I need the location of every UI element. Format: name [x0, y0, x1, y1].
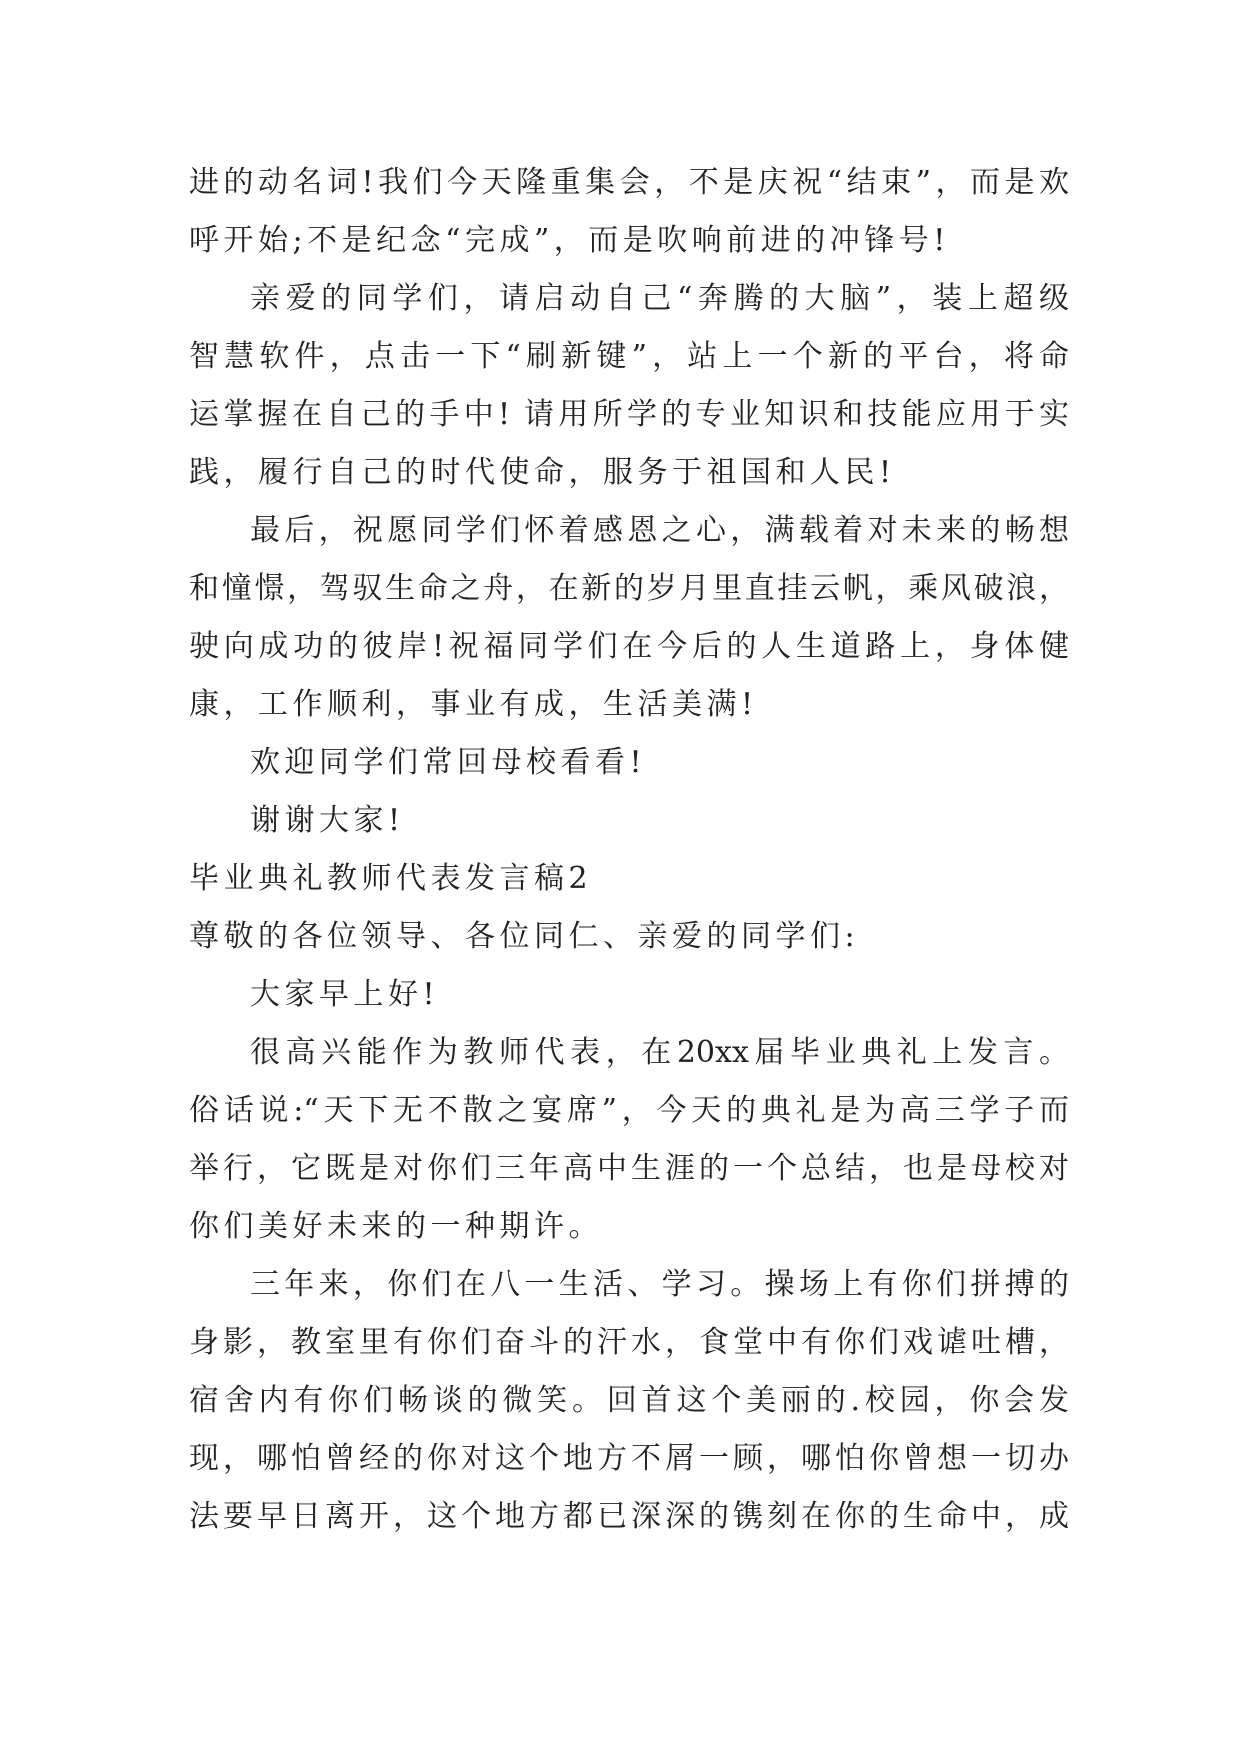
text-line: 最后，祝愿同学们怀着感恩之心，满载着对未来的畅想 [250, 513, 1069, 548]
salutation: 尊敬的各位领导、各位同仁、亲爱的同学们: [189, 919, 860, 954]
text-line: 欢迎同学们常回母校看看! [250, 745, 647, 780]
text-line: 你们美好未来的一种期许。 [189, 1209, 603, 1244]
text-line: 呼开始;不是纪念“完成”，而是吹响前进的冲锋号! [189, 223, 950, 258]
text-line: 俗话说:“天下无不散之宴席”，今天的典礼是为高三学子而 [189, 1093, 1069, 1128]
text-line: 宿舍内有你们畅谈的微笑。回首这个美丽的.校园，你会发 [189, 1383, 1069, 1418]
text-line: 和憧憬，驾驭生命之舟，在新的岁月里直挂云帆，乘风破浪， [189, 571, 1069, 606]
text-line: 法要早日离开，这个地方都已深深的镌刻在你的生命中，成 [189, 1499, 1069, 1534]
text-line: 很高兴能作为教师代表，在20xx届毕业典礼上发言。 [250, 1035, 1069, 1070]
text-line: 举行，它既是对你们三年高中生涯的一个总结，也是母校对 [189, 1151, 1069, 1186]
text-line: 现，哪怕曾经的你对这个地方不屑一顾，哪怕你曾想一切办 [189, 1441, 1069, 1476]
text-line: 康，工作顺利，事业有成，生活美满! [189, 687, 758, 722]
text-line: 运掌握在自己的手中! 请用所学的专业知识和技能应用于实 [189, 397, 1069, 432]
text-line: 驶向成功的彼岸!祝福同学们在今后的人生道路上，身体健 [189, 629, 1069, 664]
text-line: 亲爱的同学们，请启动自己“奔腾的大脑”，装上超级 [250, 281, 1069, 316]
text-line: 谢谢大家! [250, 803, 405, 838]
text-line: 三年来，你们在八一生活、学习。操场上有你们拼搏的 [250, 1267, 1069, 1302]
text-line: 践，履行自己的时代使命，服务于祖国和人民! [189, 455, 896, 490]
section-heading: 毕业典礼教师代表发言稿2 [189, 861, 593, 896]
text-line: 身影，教室里有你们奋斗的汗水，食堂中有你们戏谑吐槽， [189, 1325, 1069, 1360]
text-line: 智慧软件，点击一下“刷新键”，站上一个新的平台，将命 [189, 339, 1069, 374]
text-line: 大家早上好! [250, 977, 440, 1012]
text-line: 进的动名词!我们今天隆重集会，不是庆祝“结束”，而是欢 [189, 165, 1069, 200]
